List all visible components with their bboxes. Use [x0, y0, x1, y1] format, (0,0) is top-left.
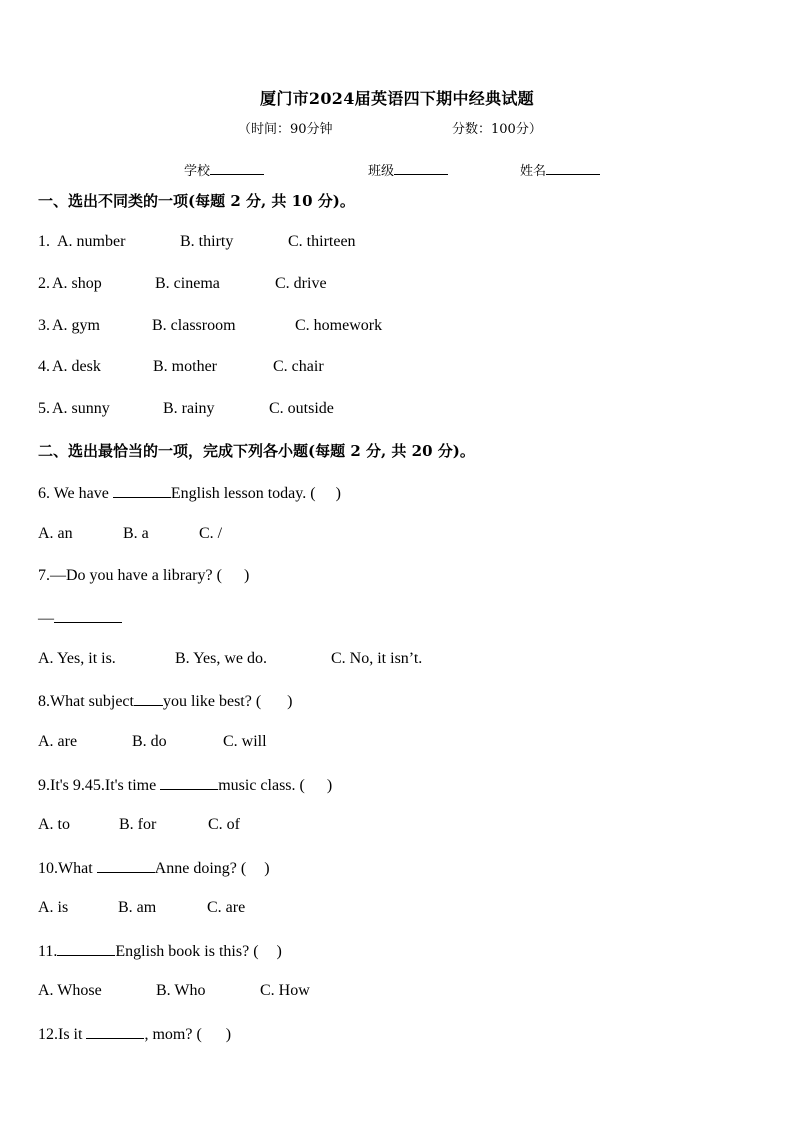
- option-b: B. classroom: [152, 317, 236, 334]
- paren-close: ): [287, 693, 293, 710]
- question-number: 4.: [38, 358, 50, 375]
- option-b: B. do: [132, 733, 167, 750]
- name-label: 姓名: [520, 164, 547, 179]
- option-c: C. No, it isn’t.: [331, 650, 423, 667]
- school-field: [184, 160, 264, 179]
- option-a: A. Yes, it is.: [38, 650, 116, 667]
- option-a: A. Whose: [38, 982, 102, 999]
- school-blank[interactable]: [210, 162, 264, 175]
- option-c: C. outside: [269, 400, 334, 417]
- option-a: A. are: [38, 733, 78, 750]
- class-label: 班级: [368, 164, 395, 179]
- option-c: C. thirteen: [288, 233, 356, 250]
- stem-text: , mom? (: [144, 1026, 202, 1043]
- question-11-stem: [38, 941, 282, 961]
- paren-close: ): [276, 943, 282, 960]
- option-a: A. number: [57, 233, 126, 250]
- paren-close: ): [264, 860, 270, 877]
- stem-text: English lesson today. (: [170, 485, 316, 502]
- option-c: C. homework: [295, 317, 383, 334]
- stem-text: you like best? (: [162, 693, 262, 710]
- section2-heading: 二、选出最恰当的一项，完成下列各小题(每题 2 分, 共 20 分)。: [38, 442, 475, 460]
- exam-subtitle: [238, 118, 542, 137]
- class-field: [368, 160, 448, 179]
- answer-blank[interactable]: [113, 483, 171, 498]
- name-field: [520, 160, 600, 179]
- stem-text: 8.What subject: [38, 693, 134, 710]
- stem-text: English book is this? (: [115, 943, 259, 960]
- question-7-stem: [38, 567, 249, 585]
- option-a: A. is: [38, 899, 69, 916]
- question-8-stem: [38, 691, 293, 711]
- answer-blank[interactable]: [86, 1024, 144, 1039]
- dash: —: [38, 610, 54, 627]
- stem-text: 12.Is it: [38, 1026, 87, 1043]
- option-b: B. a: [123, 525, 149, 542]
- question-9-stem: [38, 775, 332, 795]
- score-label: 分数：100分）: [452, 122, 542, 137]
- section1-heading: 一、选出不同类的一项(每题 2 分, 共 10 分)。: [38, 192, 355, 210]
- question-6-stem: [38, 483, 341, 503]
- option-b: B. thirty: [180, 233, 234, 250]
- stem-text: 11.: [38, 943, 58, 960]
- option-b: B. am: [118, 899, 157, 916]
- option-a: A. sunny: [52, 400, 110, 417]
- question-number: 2.: [38, 275, 50, 292]
- option-a: A. gym: [52, 317, 100, 334]
- answer-blank[interactable]: [97, 858, 155, 873]
- option-b: B. Yes, we do.: [175, 650, 268, 667]
- option-c: C. chair: [273, 358, 324, 375]
- option-b: B. mother: [153, 358, 217, 375]
- answer-blank[interactable]: [134, 691, 163, 706]
- option-a: A. desk: [52, 358, 101, 375]
- option-b: B. rainy: [163, 400, 215, 417]
- exam-title: 厦门市2024届英语四下期中经典试题: [260, 89, 534, 108]
- time-label: （时间：90分钟: [238, 122, 333, 137]
- question-7-reply: [38, 608, 122, 628]
- option-c: C. How: [260, 982, 310, 999]
- option-c: C. will: [223, 733, 267, 750]
- answer-blank[interactable]: [54, 608, 122, 623]
- answer-blank[interactable]: [57, 941, 115, 956]
- answer-blank[interactable]: [160, 775, 218, 790]
- class-blank[interactable]: [394, 162, 448, 175]
- stem-text: 10.What: [38, 860, 97, 877]
- option-b: B. Who: [156, 982, 206, 999]
- paren-close: ): [335, 485, 341, 502]
- question-10-stem: [38, 858, 270, 878]
- option-c: C. drive: [275, 275, 327, 292]
- option-b: B. for: [119, 816, 157, 833]
- question-number: 1.: [38, 233, 50, 250]
- option-a: A. to: [38, 816, 70, 833]
- question-number: 5.: [38, 400, 50, 417]
- option-c: C. of: [208, 816, 240, 833]
- stem-text: 9.It's 9.45.It's time: [38, 777, 161, 794]
- question-number: 3.: [38, 317, 50, 334]
- option-b: B. cinema: [155, 275, 220, 292]
- stem-text: 6. We have: [38, 485, 113, 502]
- stem-text: 7.—Do you have a library? (: [38, 567, 222, 584]
- option-c: C. /: [199, 525, 223, 542]
- paren-close: ): [225, 1026, 232, 1043]
- stem-text: Anne doing? (: [154, 860, 247, 877]
- school-label: 学校: [184, 164, 211, 179]
- question-12-stem: [38, 1024, 231, 1044]
- name-blank[interactable]: [546, 162, 600, 175]
- stem-text: music class. (: [218, 777, 305, 794]
- paren-close: ): [243, 567, 250, 584]
- paren-close: ): [326, 777, 333, 794]
- option-c: C. are: [207, 899, 246, 916]
- option-a: A. shop: [52, 275, 102, 292]
- option-a: A. an: [38, 525, 73, 542]
